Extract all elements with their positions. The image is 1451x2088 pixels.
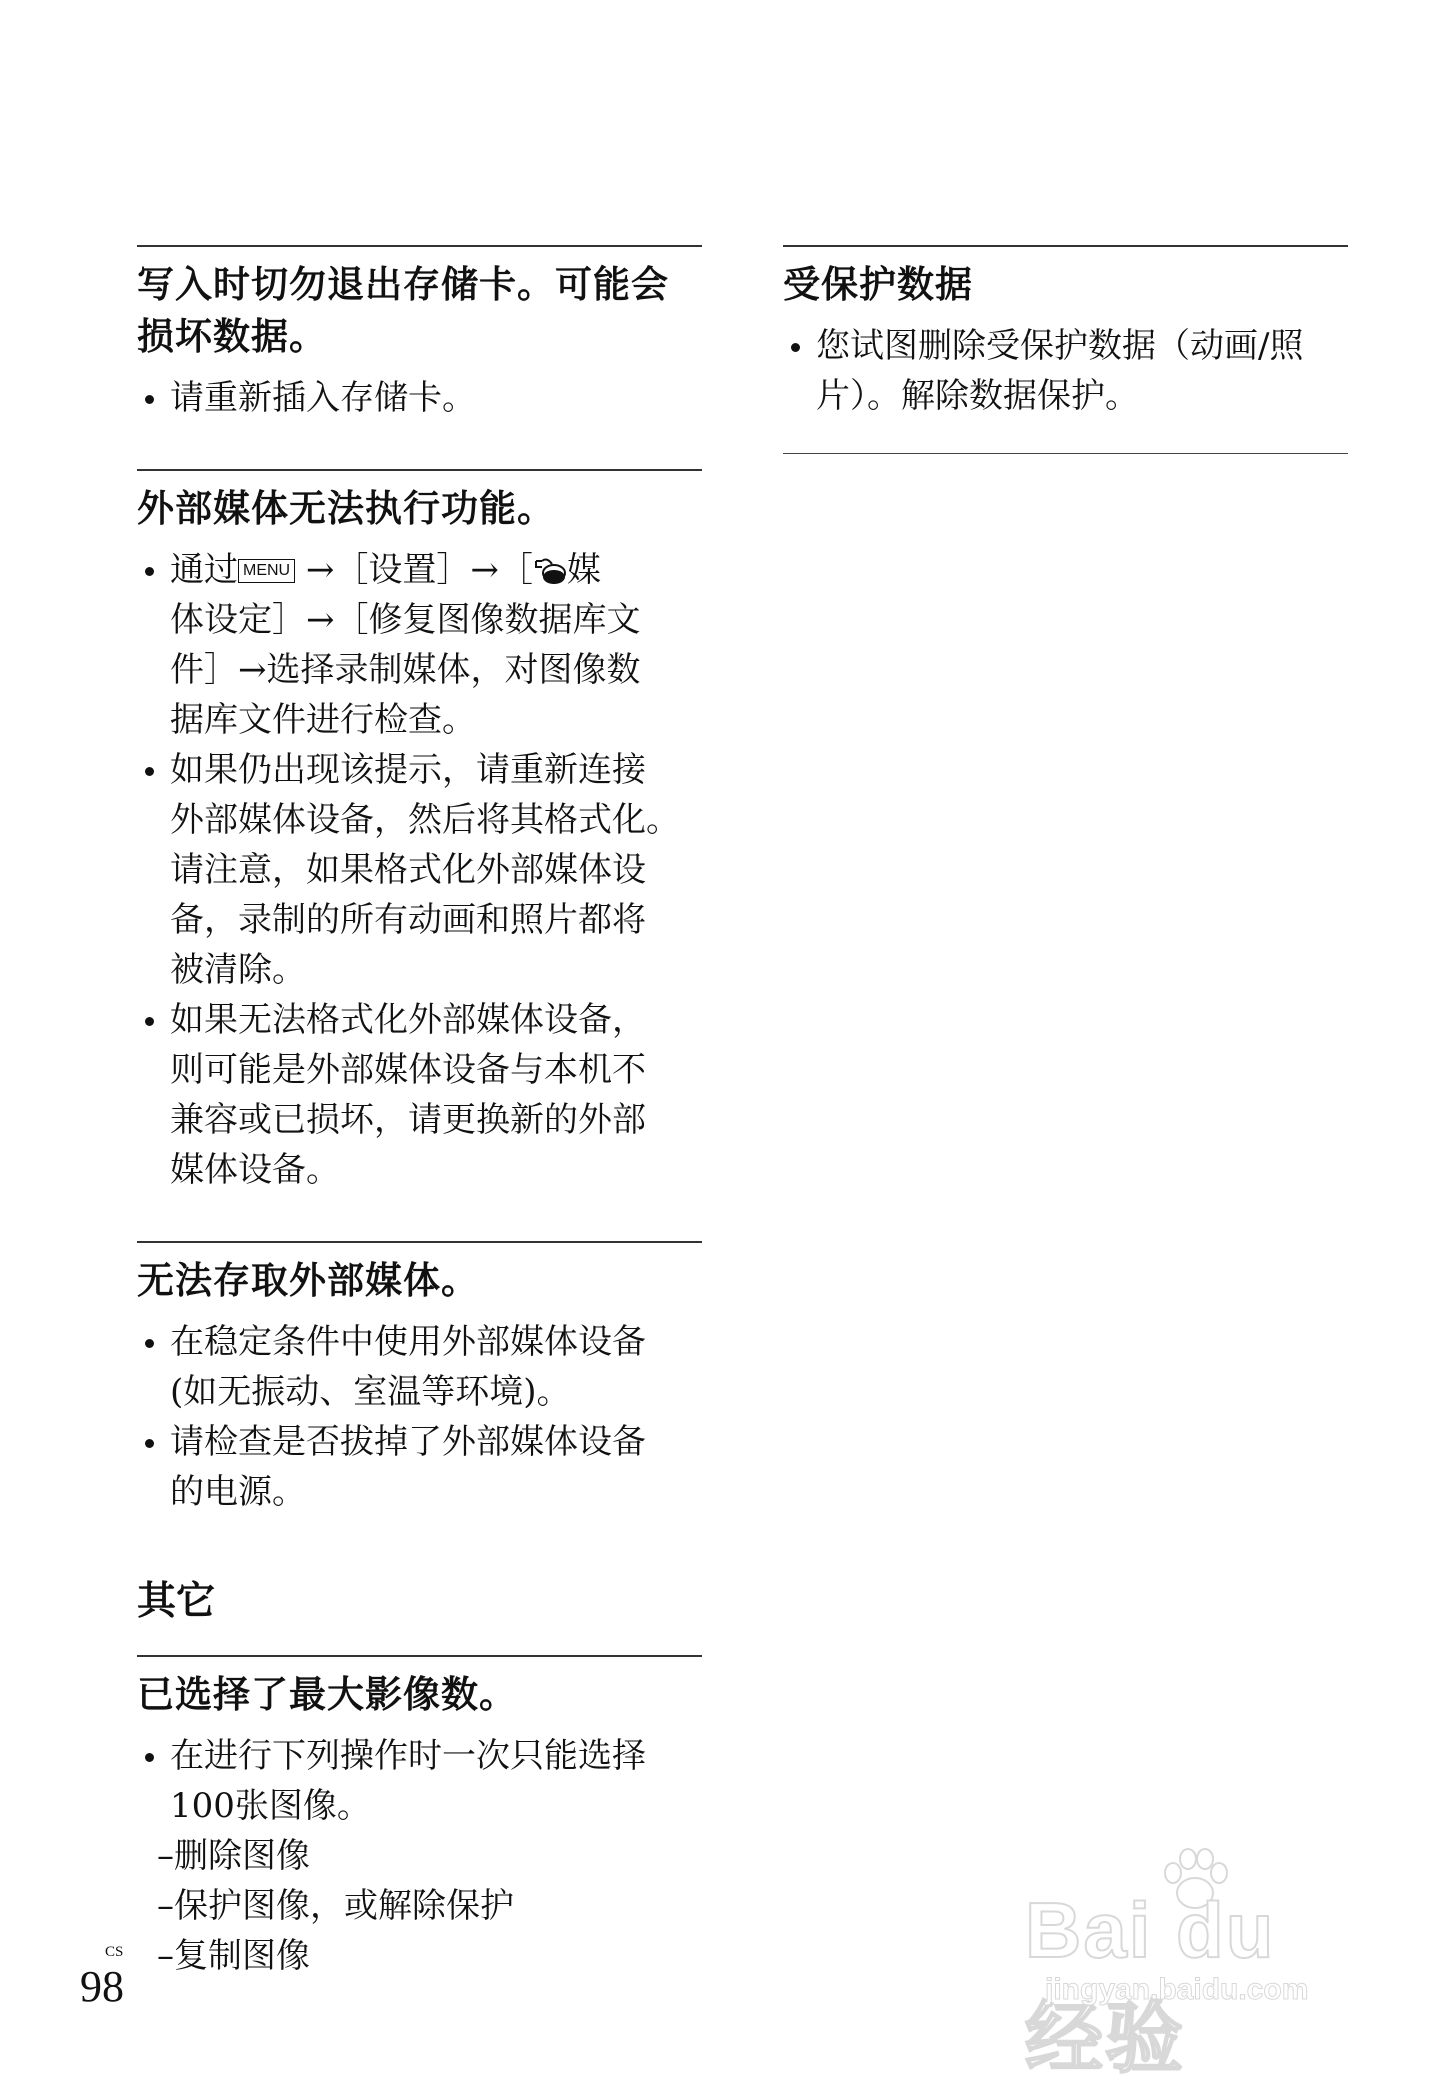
bullet-list (137, 1731, 702, 1831)
bullet-icon (145, 395, 154, 404)
media-settings-icon (533, 555, 567, 585)
list-item: 通过 MENU →［设置］→［ 媒 体设定］→［修复图像数据库文 件］→选择录制媒体，对图像数 据库文件进行检查。 (137, 545, 702, 745)
bullet-icon (145, 1017, 154, 1026)
list-item: 在进行下列操作时一次只能选择 100张图像。 (137, 1731, 702, 1831)
section-protected-data (783, 245, 1348, 454)
baidu-watermark (1025, 1845, 1365, 2082)
page-subheading-other: 其它 (137, 1579, 216, 1624)
list-item: 如果无法格式化外部媒体设备， 则可能是外部媒体设备与本机不 兼容或已损坏，请更换新的外部 媒体设备。 (137, 995, 702, 1195)
bullet-list (137, 1317, 702, 1517)
dash-item: –删除图像 (157, 1836, 310, 1876)
bullet-list (137, 545, 702, 1195)
left-column (137, 245, 702, 1981)
section-external-media-access (137, 1241, 702, 1517)
section-title (137, 247, 702, 363)
bullet-icon (145, 1439, 154, 1448)
section-external-media-function (137, 469, 702, 1195)
bullet-list (137, 373, 702, 423)
bullet-icon (145, 1753, 154, 1762)
list-item: 在稳定条件中使用外部媒体设备 (如无振动、室温等环境)。 (137, 1317, 702, 1417)
section-title: 外部媒体无法执行功能。 (137, 487, 555, 530)
list-item: 如果仍出现该提示，请重新连接 外部媒体设备，然后将其格式化。 请注意，如果格式化外部媒体设 备，录制的所有动画和照片都将 被清除。 (137, 745, 702, 995)
bullet-icon (145, 767, 154, 776)
list-item: 请检查是否拔掉了外部媒体设备 的电源。 (137, 1417, 702, 1517)
page-number: 98 (80, 1962, 124, 2011)
section-title: 受保护数据 (783, 263, 973, 306)
section-max-images (137, 1655, 702, 1981)
bullet-icon (145, 1339, 154, 1348)
watermark-url: jingyan.baidu.com (1045, 1973, 1309, 2006)
watermark-brand: Bai du 经验 (1025, 1886, 1276, 2082)
title-line-1: 写入时切勿退出存储卡。可能会 (137, 263, 669, 306)
bullet-icon (791, 343, 800, 352)
bullet-icon (145, 567, 154, 576)
right-column (783, 245, 1348, 454)
dash-item: –复制图像 (157, 1936, 310, 1976)
section-title: 已选择了最大影像数。 (137, 1673, 517, 1716)
title-line-2: 损坏数据。 (137, 315, 327, 358)
list-item: 请重新插入存储卡。 (137, 373, 702, 423)
section-card-removed (137, 245, 702, 423)
section-title: 无法存取外部媒体。 (137, 1259, 479, 1302)
menu-button-icon: MENU (238, 559, 295, 583)
bullet-list (783, 321, 1348, 421)
page-language-code: CS (105, 1944, 124, 1960)
list-item: 您试图删除受保护数据（动画/照 片）。解除数据保护。 (783, 321, 1348, 421)
dash-item: –保护图像，或解除保护 (157, 1886, 514, 1926)
